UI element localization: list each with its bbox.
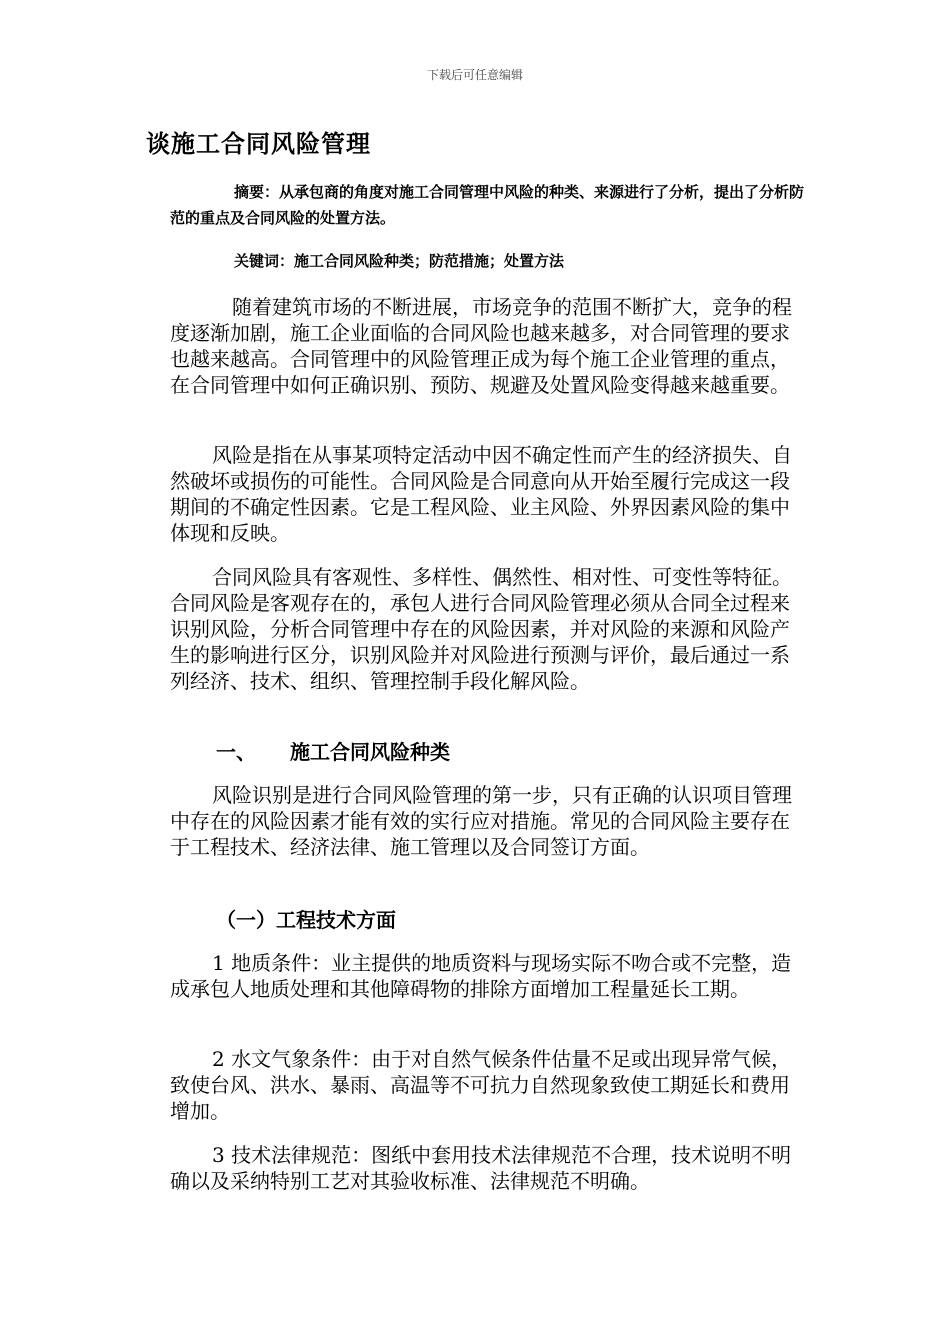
section-heading [216,736,450,765]
body-paragraph [170,782,800,860]
section-number: 一、 [216,740,256,764]
document-title: 谈施工合同风险管理 [146,130,371,158]
header-note: 下载后可任意编辑 [426,68,523,82]
paragraph-risk-features: 合同风险具有客观性、多样性、偶然性、相对性、可变性等特征。合同风险是客观存在的，承包人进行合同风险管理必须从合同全过程来识别风险，分析合同管理中存在的风险因素，并对风险的来源和风险产生的影响进行区分，识别风险并对风险进行预测与评价，最后通过一系列经济、技术、组织、管理控制手段化解风险。 [170,565,792,693]
body-paragraph [170,1142,800,1194]
body-paragraph [170,1046,800,1124]
subsection-heading: （一）工程技术方面 [216,908,396,932]
item-geology: 1 地质条件：业主提供的地质资料与现场实际不吻合或不完整，造成承包人地质处理和其他障碍物的排除方面增加工程量延长工期。 [170,951,792,1001]
paragraph-risk-identification: 风险识别是进行合同风险管理的第一步，只有正确的认识项目管理中存在的风险因素才能有效的实行应对措施。常见的合同风险主要存在于工程技术、经济法律、施工管理以及合同签订方面。 [170,783,792,859]
paragraph-intro: 随着建筑市场的不断进展，市场竞争的范围不断扩大，竞争的程度逐渐加剧，施工企业面临的合同风险也越来越多，对合同管理的要求也越来越高。合同管理中的风险管理正成为每个施工企业管理的重点，在合同管理中如何正确识别、预防、规避及处置风险变得越来越重要。 [170,295,792,397]
body-paragraph [170,442,800,546]
paragraph-risk-definition: 风险是指在从事某项特定活动中因不确定性而产生的经济损失、自然破坏或损伤的可能性。合同风险是合同意向从开始至履行完成这一段期间的不确定性因素。它是工程风险、业主风险、外界因素风险的集中体现和反映。 [170,443,792,545]
body-paragraph [170,950,800,1002]
body-paragraph [170,564,800,694]
abstract: 摘要：从承包商的角度对施工合同管理中风险的种类、来源进行了分析，提出了分析防范的重点及合同风险的处置方法。 [170,183,805,227]
section-title: 施工合同风险种类 [290,740,450,764]
body-paragraph [170,294,800,398]
item-technical-standards: 3 技术法律规范：图纸中套用技术法律规范不合理，技术说明不明确以及采纳特别工艺对其验收标准、法律规范不明确。 [170,1143,792,1193]
keywords: 关键词：施工合同风险种类；防范措施；处置方法 [234,252,565,270]
item-hydrology: 2 水文气象条件：由于对自然气候条件估量不足或出现异常气候，致使台风、洪水、暴雨、高温等不可抗力自然现象致使工期延长和费用增加。 [170,1047,792,1123]
